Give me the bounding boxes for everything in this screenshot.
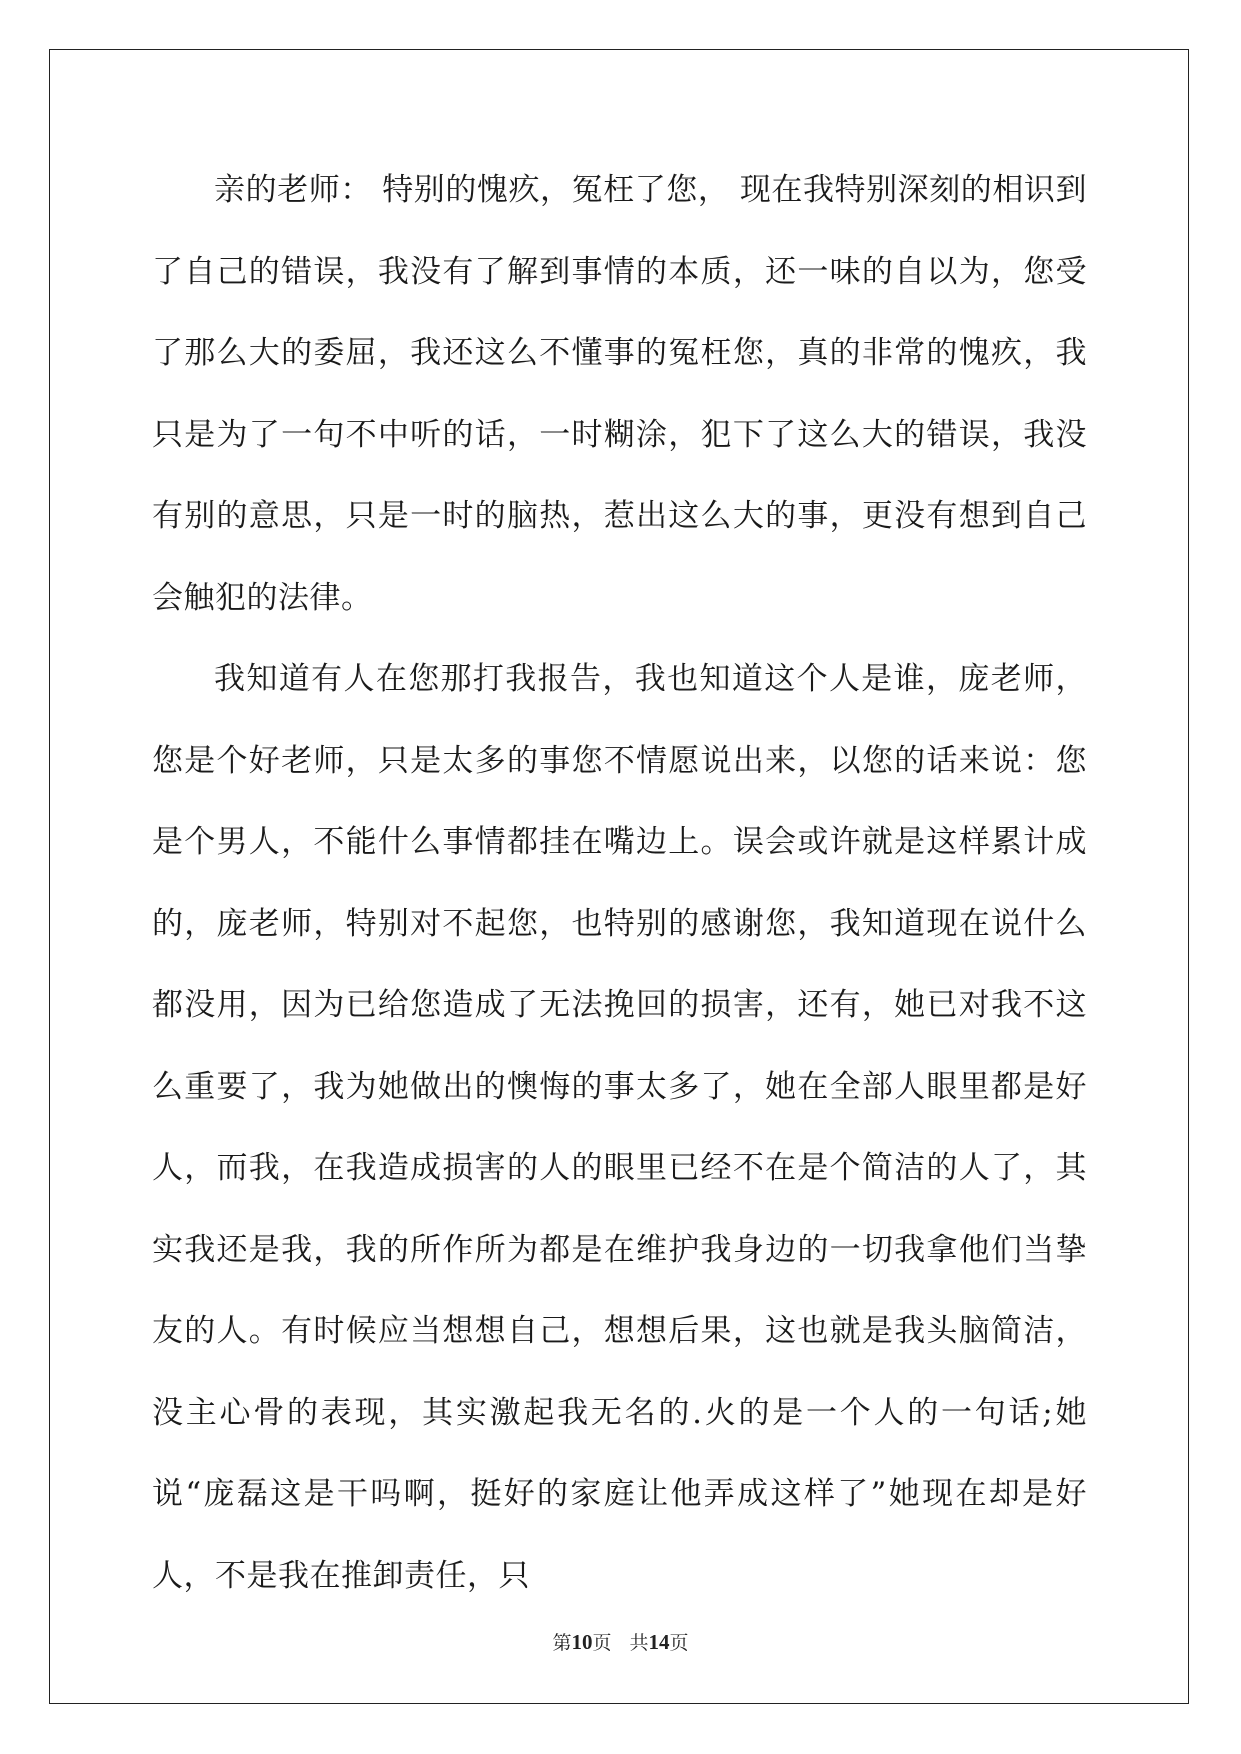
footer-total-suffix: 页 <box>669 1632 689 1654</box>
document-body <box>152 150 1087 1617</box>
footer-page-suffix: 页 <box>592 1632 612 1654</box>
paragraph-1: 亲的老师： 特别的愧疚，冤枉了您， 现在我特别深刻的相识到了自己的错误，我没有了解到事情的本质，还一味的自以为，您受了那么大的委屈，我还这么不懂事的冤枉您，真的非常的愧疚，我只是为了一句不中听的话，一时糊涂，犯下了这么大的错误，我没有别的意思，只是一时的脑热，惹出这么大的事，更没有想到自己会触犯的法律。 <box>152 172 1087 616</box>
footer-prefix: 第 <box>552 1632 572 1654</box>
paragraph-2: 我知道有人在您那打我报告，我也知道这个人是谁，庞老师，您是个好老师，只是太多的事您不情愿说出来，以您的话来说：您是个男人，不能什么事情都挂在嘴边上。误会或许就是这样累计成的，庞老师，特别对不起您，也特别的感谢您，我知道现在说什么都没用，因为已给您造成了无法挽回的损害，还有，她已对我不这么重要了，我为她做出的懊悔的事太多了，她在全部人眼里都是好人，而我，在我造成损害的人的眼里已经不在是个简洁的人了，其实我还是我，我的所作所为都是在维护我身边的一切我拿他们当挚友的人。有时候应当想想自己，想想后果，这也就是我头脑简洁，没主心骨的表现，其实激起我无名的.火的是一个人的一句话;她说“庞磊这是干吗啊，挺好的家庭让他弄成这样了”她现在却是好人，不是我在推卸责任，只 <box>152 661 1087 1594</box>
page-footer <box>0 1628 1241 1655</box>
current-page-number: 10 <box>571 1630 593 1654</box>
footer-total-prefix: 共 <box>629 1632 649 1654</box>
total-page-number: 14 <box>648 1630 670 1654</box>
